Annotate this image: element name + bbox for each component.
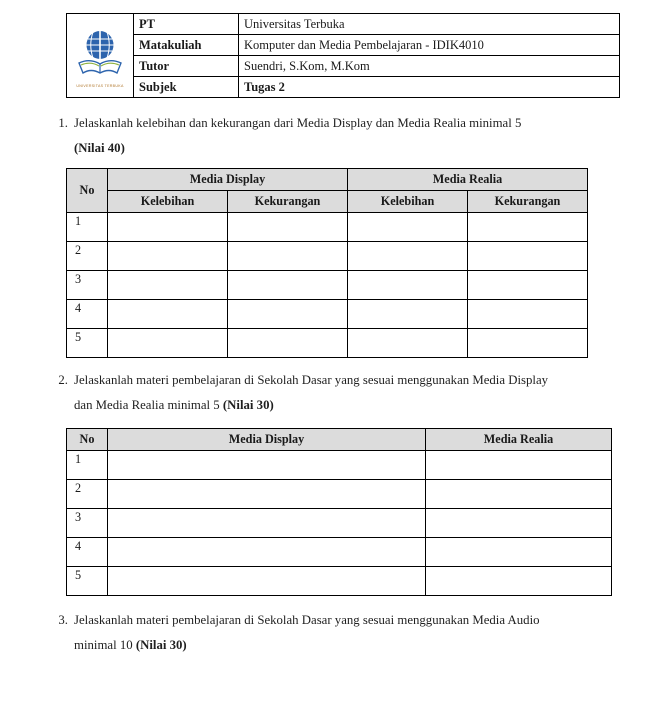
- question-3: [52, 608, 612, 658]
- table-2-cell-media-realia[interactable]: [426, 451, 612, 480]
- table-1-cell-display-kekurangan[interactable]: [228, 300, 348, 329]
- table-2-cell-media-realia[interactable]: [426, 509, 612, 538]
- table-2-row-number: 1: [67, 451, 108, 480]
- question-2: [52, 368, 612, 418]
- table-2-row-number: 4: [67, 538, 108, 567]
- question-2-score: (Nilai 30): [222, 397, 274, 412]
- universitas-terbuka-logo: [73, 25, 127, 87]
- table-2-cell-media-realia[interactable]: [426, 538, 612, 567]
- table-row: [67, 242, 588, 271]
- header-value-tutor: Suendri, S.Kom, M.Kom: [239, 56, 620, 77]
- table-1-row-number: 4: [67, 300, 108, 329]
- table-row: [67, 329, 588, 358]
- header-label-tutor: Tutor: [134, 56, 239, 77]
- document-header-table: [66, 13, 620, 98]
- table-1-cell-display-kelebihan[interactable]: [108, 300, 228, 329]
- header-label-subjek: Subjek: [134, 77, 239, 98]
- table-1-cell-display-kekurangan[interactable]: [228, 329, 348, 358]
- table-1-cell-display-kekurangan[interactable]: [228, 213, 348, 242]
- header-row-subjek: [67, 77, 620, 98]
- header-row-matakuliah: [67, 35, 620, 56]
- header-row-tutor: [67, 56, 620, 77]
- header-value-pt: Universitas Terbuka: [239, 14, 620, 35]
- table-1-header-row-1: [67, 169, 588, 191]
- header-value-matakuliah: Komputer dan Media Pembelajaran - IDIK4010: [239, 35, 620, 56]
- question-2-text: Jelaskanlah materi pembelajaran di Sekolah Dasar yang sesuai menggunakan Media Display: [74, 373, 549, 387]
- table-row: [67, 451, 612, 480]
- table-row: [67, 300, 588, 329]
- media-material-table: [66, 428, 612, 596]
- table-1-subheader-realia-kelebihan: Kelebihan: [348, 191, 468, 213]
- table-1-cell-display-kelebihan[interactable]: [108, 242, 228, 271]
- table-1-cell-realia-kekurangan[interactable]: [468, 242, 588, 271]
- table-2-cell-media-display[interactable]: [108, 451, 426, 480]
- table-2-row-number: 2: [67, 480, 108, 509]
- table-2-row-number: 5: [67, 567, 108, 596]
- table-1-group-media-display: Media Display: [108, 169, 348, 191]
- logo-glyph: [73, 25, 127, 79]
- table-1-group-media-realia: Media Realia: [348, 169, 588, 191]
- question-1-score: (Nilai 40): [74, 140, 125, 155]
- table-row: [67, 538, 612, 567]
- table-1-cell-realia-kelebihan[interactable]: [348, 271, 468, 300]
- question-3-number: 3.: [58, 613, 68, 627]
- header-row-pt: [67, 14, 620, 35]
- table-1-cell-display-kelebihan[interactable]: [108, 271, 228, 300]
- question-2-line2: [74, 393, 612, 418]
- table-1-subheader-display-kekurangan: Kekurangan: [228, 191, 348, 213]
- media-comparison-table: [66, 168, 588, 358]
- question-1-line2: [74, 136, 612, 161]
- table-row: [67, 213, 588, 242]
- header-label-matakuliah: Matakuliah: [134, 35, 239, 56]
- table-2-cell-media-realia[interactable]: [426, 480, 612, 509]
- table-1-row-number: 1: [67, 213, 108, 242]
- table-row: [67, 509, 612, 538]
- table-1-cell-display-kelebihan[interactable]: [108, 213, 228, 242]
- table-2-header-media-realia: Media Realia: [426, 429, 612, 451]
- table-1-cell-realia-kekurangan[interactable]: [468, 300, 588, 329]
- table-1-header-no: No: [67, 169, 108, 213]
- table-1-cell-display-kekurangan[interactable]: [228, 242, 348, 271]
- table-1-subheader-realia-kekurangan: Kekurangan: [468, 191, 588, 213]
- header-value-subjek: Tugas 2: [239, 77, 620, 98]
- question-2-number: 2.: [58, 373, 68, 387]
- table-2-cell-media-display[interactable]: [108, 480, 426, 509]
- table-row: [67, 480, 612, 509]
- table-2-cell-media-display[interactable]: [108, 509, 426, 538]
- table-1-cell-realia-kelebihan[interactable]: [348, 242, 468, 271]
- question-2-line2-plain: dan Media Realia minimal 5: [74, 397, 223, 412]
- table-1-cell-realia-kelebihan[interactable]: [348, 213, 468, 242]
- question-3-line2-plain: minimal 10: [74, 637, 136, 652]
- table-1-cell-realia-kelebihan[interactable]: [348, 329, 468, 358]
- table-1-row-number: 3: [67, 271, 108, 300]
- logo-cell: [67, 14, 134, 98]
- table-2-cell-media-display[interactable]: [108, 538, 426, 567]
- table-1-cell-display-kekurangan[interactable]: [228, 271, 348, 300]
- question-3-line2: [74, 633, 612, 658]
- table-2-cell-media-realia[interactable]: [426, 567, 612, 596]
- table-row: [67, 271, 588, 300]
- table-1-subheader-display-kelebihan: Kelebihan: [108, 191, 228, 213]
- table-1-cell-realia-kelebihan[interactable]: [348, 300, 468, 329]
- table-2-header-no: No: [67, 429, 108, 451]
- table-2-row-number: 3: [67, 509, 108, 538]
- logo-caption: UNIVERSITAS TERBUKA: [76, 84, 124, 89]
- question-1-text: Jelaskanlah kelebihan dan kekurangan dari Media Display dan Media Realia minimal 5: [74, 116, 522, 130]
- table-1-header-row-2: [67, 191, 588, 213]
- header-label-pt: PT: [134, 14, 239, 35]
- table-2-header-row: [67, 429, 612, 451]
- table-1-row-number: 5: [67, 329, 108, 358]
- question-3-text: Jelaskanlah materi pembelajaran di Sekolah Dasar yang sesuai menggunakan Media Audio: [74, 613, 540, 627]
- table-1-row-number: 2: [67, 242, 108, 271]
- table-1-cell-realia-kekurangan[interactable]: [468, 271, 588, 300]
- question-1-number: 1.: [58, 116, 68, 130]
- table-1-cell-realia-kekurangan[interactable]: [468, 329, 588, 358]
- table-1-cell-realia-kekurangan[interactable]: [468, 213, 588, 242]
- table-1-cell-display-kelebihan[interactable]: [108, 329, 228, 358]
- question-3-score: (Nilai 30): [135, 637, 187, 652]
- table-2-header-media-display: Media Display: [108, 429, 426, 451]
- table-row: [67, 567, 612, 596]
- question-1: [52, 111, 612, 161]
- table-2-cell-media-display[interactable]: [108, 567, 426, 596]
